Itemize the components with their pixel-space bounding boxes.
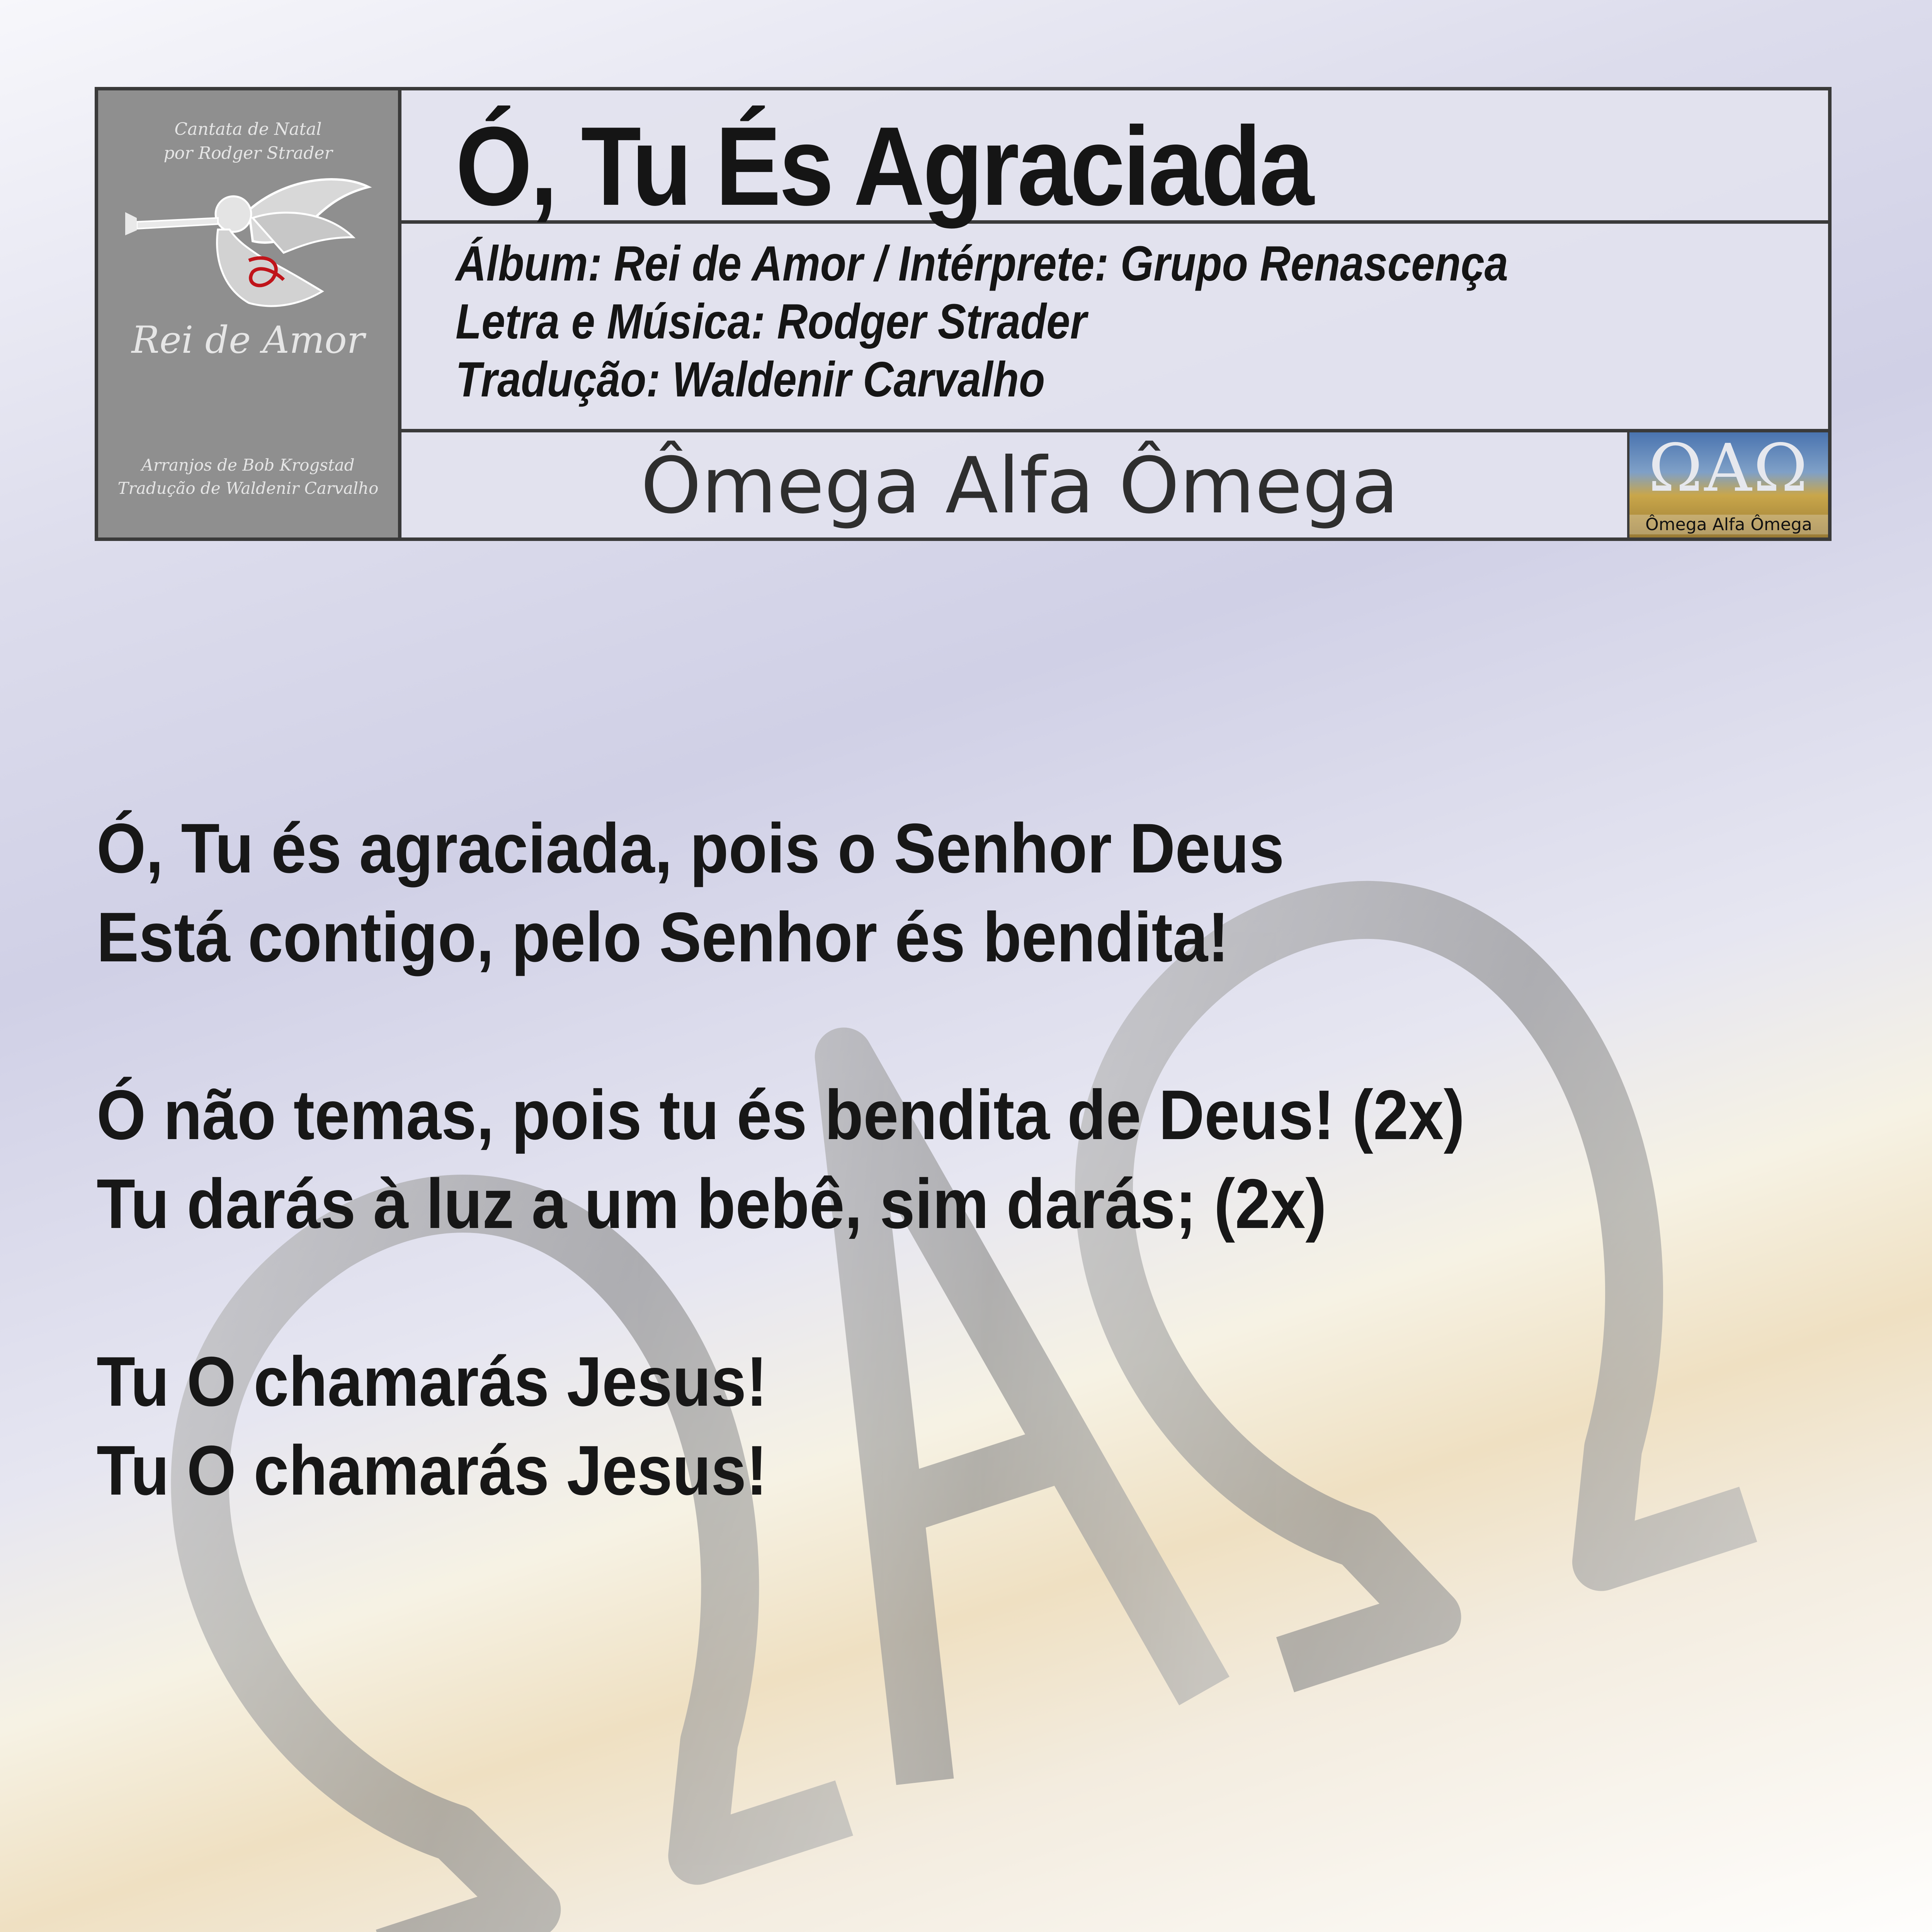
authors-line: Letra e Música: Rodger Strader — [456, 294, 1087, 349]
song-metadata — [401, 224, 1828, 432]
cover-credits — [98, 454, 398, 500]
lyric-line: Ó não temas, pois tu és bendita de Deus! (2x) — [97, 1075, 1465, 1154]
cover-credits-line-2: Tradução de Waldenir Carvalho — [117, 479, 379, 498]
brand-row — [401, 432, 1828, 537]
logo-glyphs: ΩΑΩ — [1648, 430, 1810, 507]
cover-subtitle-line-1: Cantata de Natal — [174, 119, 322, 139]
brand-name: Ômega Alfa Ômega — [640, 441, 1399, 531]
cover-credits-line-1: Arranjos de Bob Krogstad — [141, 456, 355, 474]
stanza-break — [97, 1248, 1617, 1337]
cover-title: Rei de Amor — [131, 318, 365, 362]
lyric-line: Tu O chamarás Jesus! — [97, 1342, 767, 1421]
lyric-line: Tu O chamarás Jesus! — [97, 1431, 767, 1510]
cover-subtitle — [98, 117, 398, 165]
album-cover — [98, 90, 401, 537]
stanza-break — [97, 981, 1617, 1070]
album-line: Álbum: Rei de Amor / Intérprete: Grupo Renascença — [456, 236, 1508, 291]
song-header — [95, 87, 1832, 541]
cover-subtitle-line-2: por Rodger Strader — [163, 143, 333, 163]
omega-alpha-omega-logo — [1627, 432, 1828, 537]
title-row — [401, 90, 1828, 229]
translation-line: Tradução: Waldenir Carvalho — [456, 352, 1045, 407]
logo-caption: Ômega Alfa Ômega — [1629, 515, 1828, 534]
lyrics — [97, 804, 1617, 1515]
lyric-line: Ó, Tu és agraciada, pois o Senhor Deus — [97, 809, 1284, 888]
angel-icon — [121, 164, 378, 318]
song-title: Ó, Tu És Agraciada — [456, 104, 1312, 229]
lyric-line: Está contigo, pelo Senhor és bendita! — [97, 898, 1229, 976]
lyric-line: Tu darás à luz a um bebê, sim darás; (2x) — [97, 1164, 1327, 1243]
